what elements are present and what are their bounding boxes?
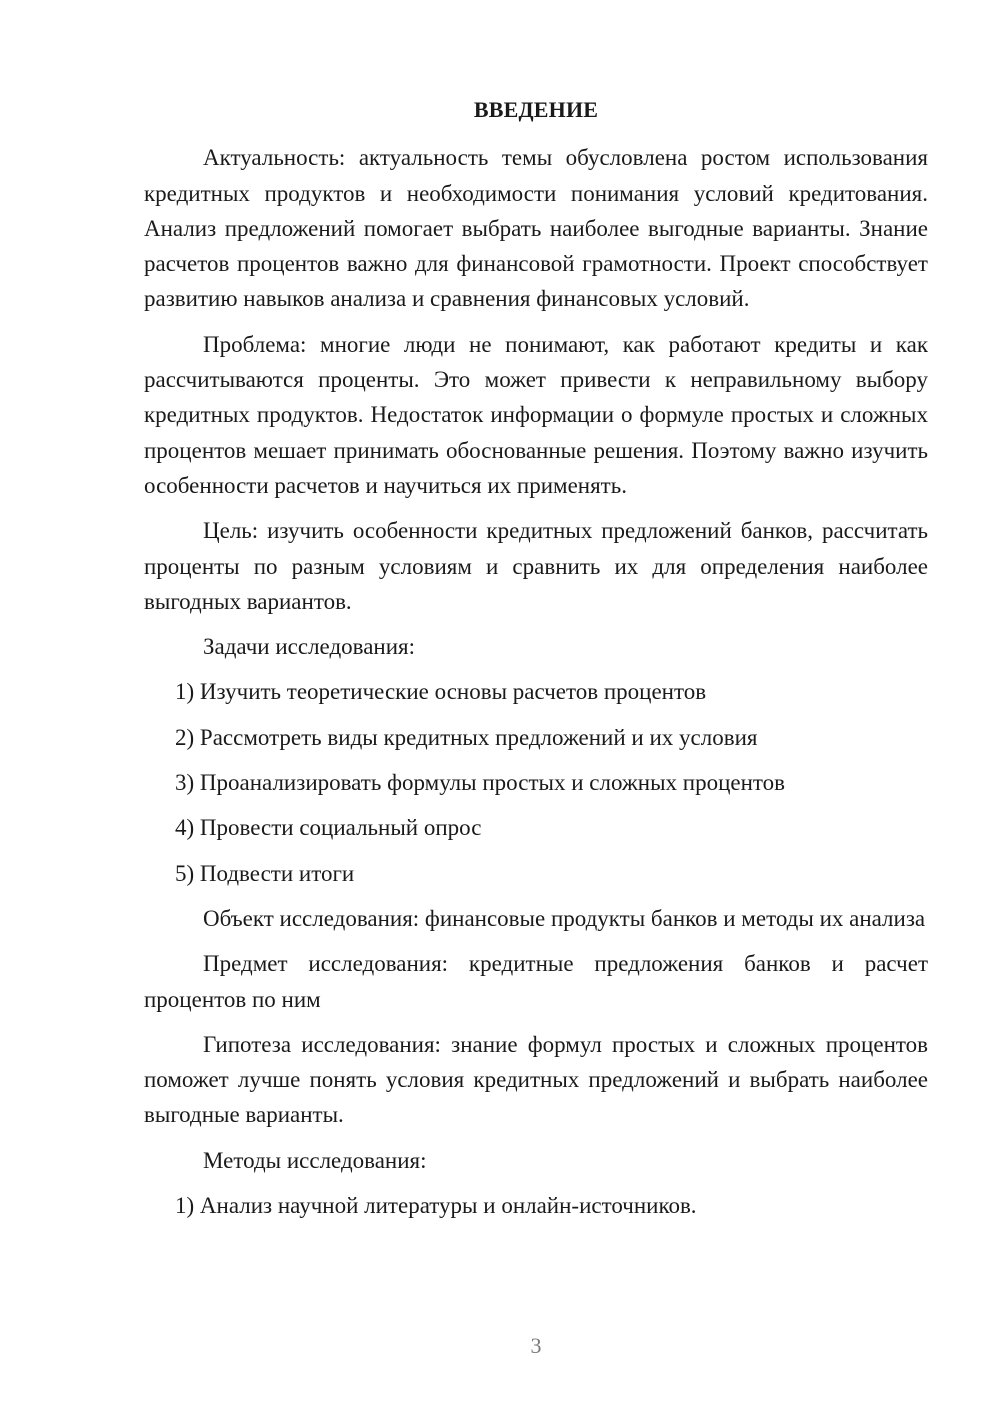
- methods-heading: Методы исследования:: [203, 1147, 427, 1173]
- task-item-4: 4) Провести социальный опрос: [175, 815, 482, 841]
- page-number: 3: [530, 1333, 542, 1358]
- problem-paragraph: Проблема: многие люди не понимают, как работают кредиты и как рассчитываются проценты. Это может привести к неправильному выбору кредитных продуктов. Недостаток информации о формуле простых и сложных процентов мешает принимать обоснованные решения. Поэтому важно изучить особенности расчетов и научиться их применять.: [144, 331, 928, 498]
- method-item-1: 1) Анализ научной литературы и онлайн-источников.: [175, 1193, 697, 1219]
- hypothesis-paragraph: Гипотеза исследования: знание формул простых и сложных процентов поможет лучше понять условия кредитных предложений и выбрать наиболее выгодные варианты.: [144, 1031, 928, 1128]
- page-title: ВВЕДЕНИЕ: [473, 97, 599, 122]
- task-item-1: 1) Изучить теоретические основы расчетов процентов: [175, 679, 707, 705]
- task-item-2: 2) Рассмотреть виды кредитных предложений и их условия: [175, 724, 758, 750]
- subject-paragraph: Предмет исследования: кредитные предложения банков и расчет процентов по ним: [144, 951, 928, 1012]
- goal-paragraph: Цель: изучить особенности кредитных предложений банков, рассчитать проценты по разным условиям и сравнить их для определения наиболее выгодных вариантов.: [144, 518, 928, 614]
- tasks-heading: Задачи исследования:: [203, 634, 416, 660]
- task-item-5: 5) Подвести итоги: [175, 860, 355, 886]
- relevance-paragraph: Актуальность: актуальность темы обусловлена ростом использования кредитных продуктов и необходимости понимания условий кредитования. Анализ предложений помогает выбрать наиболее выгодные варианты. Знание расчетов процентов важно для финансовой грамотности. Проект способствует развитию навыков анализа и сравнения финансовых условий.: [144, 145, 928, 312]
- page-content: [144, 92, 928, 1233]
- task-item-3: 3) Проанализировать формулы простых и сложных процентов: [175, 770, 786, 796]
- object-paragraph: Объект исследования: финансовые продукты банков и методы их анализа: [203, 905, 926, 931]
